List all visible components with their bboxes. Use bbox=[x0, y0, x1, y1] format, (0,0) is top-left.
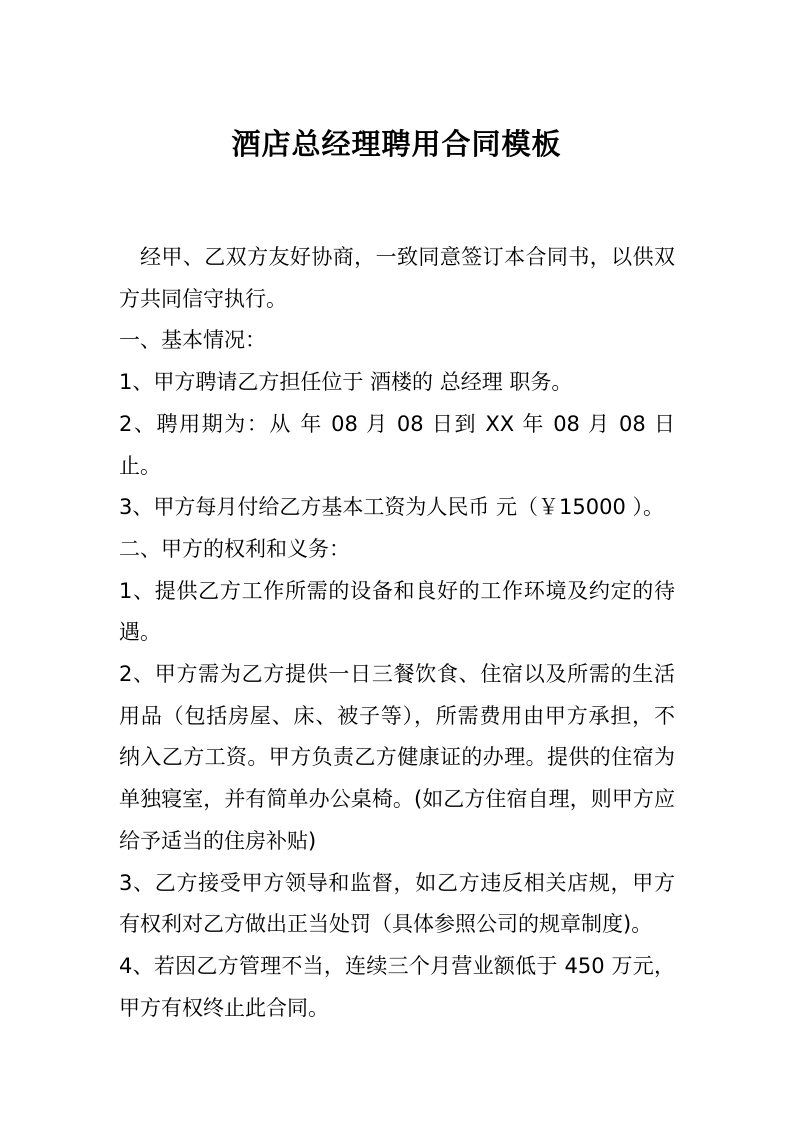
section-heading-basic-info: 一、基本情况： bbox=[119, 328, 266, 353]
clause-accommodation: 2、甲方需为乙方提供一日三餐饮食、住宿以及所需的生活用品（包括房屋、床、被子等），所需费用由甲方承担，不纳入乙方工资。甲方负责乙方健康证的办理。提供的住宿为单独寝室，并有简单办公桌椅。(如乙方住宿自理，则甲方应给予适当的住房补贴) bbox=[119, 662, 675, 853]
intro-paragraph: 经甲、乙双方友好协商，一致同意签订本合同书，以供双方共同信守执行。 bbox=[119, 245, 675, 311]
clause-term: 2、聘用期为：从 年 08 月 08 日到 XX 年 08 月 08 日止。 bbox=[119, 411, 675, 478]
document-body bbox=[119, 237, 675, 1029]
document-title: 酒店总经理聘用合同模板 bbox=[231, 127, 562, 161]
clause-salary: 3、甲方每月付给乙方基本工资为人民币 元（￥15000 ）。 bbox=[119, 495, 665, 520]
clause-termination: 4、若因乙方管理不当，连续三个月营业额低于 450 万元，甲方有权终止此合同。 bbox=[119, 953, 675, 1020]
section-heading-party-a-rights: 二、甲方的权利和义务： bbox=[119, 536, 350, 561]
clause-equipment: 1、提供乙方工作所需的设备和良好的工作环境及约定的待遇。 bbox=[119, 578, 675, 645]
clause-position: 1、甲方聘请乙方担任位于 酒楼的 总经理 职务。 bbox=[119, 370, 573, 395]
clause-supervision: 3、乙方接受甲方领导和监督，如乙方违反相关店规，甲方有权利对乙方做出正当处罚（具体参照公司的规章制度)。 bbox=[119, 870, 675, 937]
